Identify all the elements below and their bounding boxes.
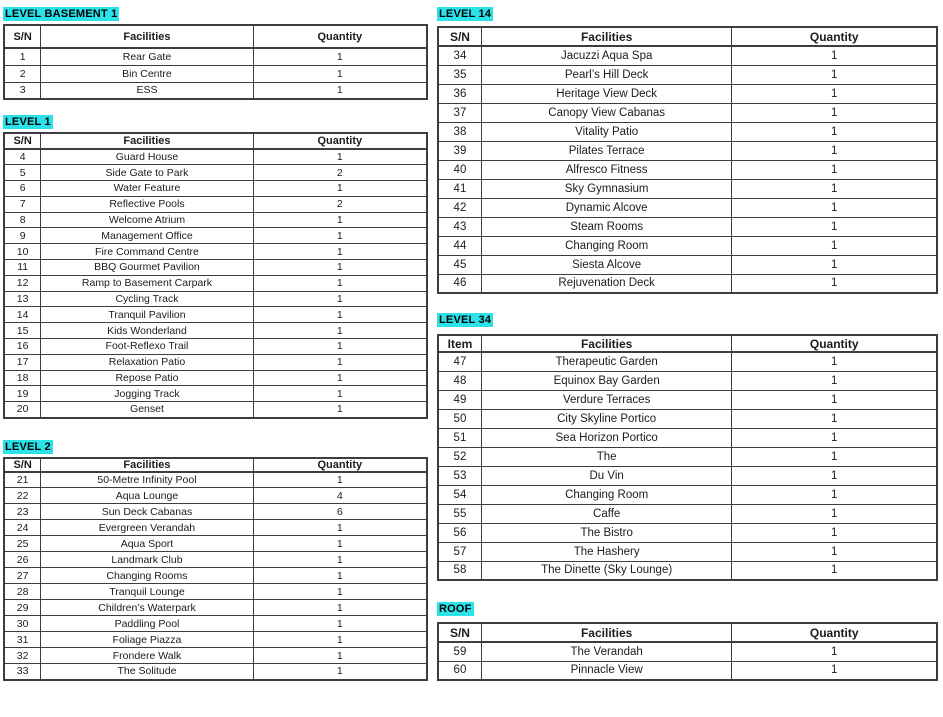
level-label: ROOF (439, 603, 472, 615)
table-row (438, 485, 937, 504)
sn-cell: 34 (438, 46, 481, 65)
sn-cell: 1 (4, 48, 41, 65)
table-row (4, 82, 427, 99)
facility-cell: Steam Rooms (481, 217, 732, 236)
quantity-cell: 1 (253, 307, 427, 323)
quantity-cell: 1 (732, 198, 937, 217)
sn-cell: 6 (4, 181, 41, 197)
table-row (4, 339, 427, 355)
table-row (4, 536, 427, 552)
sn-cell: 41 (438, 179, 481, 198)
facilities-table (437, 26, 938, 294)
column-header-facilities: Facilities (41, 133, 253, 149)
facility-cell: Reflective Pools (41, 196, 253, 212)
quantity-cell: 1 (253, 354, 427, 370)
header-row (4, 458, 427, 472)
sn-cell: 54 (438, 485, 481, 504)
quantity-cell: 1 (732, 122, 937, 141)
table-row (4, 504, 427, 520)
sn-cell: 53 (438, 466, 481, 485)
quantity-cell: 1 (732, 103, 937, 122)
table-row (4, 568, 427, 584)
sn-cell: 59 (438, 642, 481, 661)
header-row (438, 335, 937, 352)
table-row (4, 323, 427, 339)
header-row (438, 27, 937, 46)
quantity-cell: 1 (253, 291, 427, 307)
column-header-facilities: Facilities (41, 25, 253, 48)
table-row (438, 542, 937, 561)
section-level-2 (3, 419, 428, 681)
table-row (438, 255, 937, 274)
facility-cell: Equinox Bay Garden (481, 371, 732, 390)
sn-cell: 39 (438, 141, 481, 160)
quantity-cell: 1 (732, 217, 937, 236)
quantity-cell: 1 (732, 274, 937, 293)
table-row (4, 600, 427, 616)
sn-cell: 15 (4, 323, 41, 339)
table-row (4, 354, 427, 370)
facility-cell: Changing Room (481, 485, 732, 504)
facility-cell: BBQ Gourmet Pavilion (41, 260, 253, 276)
table-row (4, 228, 427, 244)
quantity-cell: 1 (253, 552, 427, 568)
facility-cell: Sea Horizon Portico (481, 428, 732, 447)
facility-cell: Ramp to Basement Carpark (41, 275, 253, 291)
column-header-quantity: Quantity (253, 458, 427, 472)
sn-cell: 8 (4, 212, 41, 228)
facility-cell: Heritage View Deck (481, 84, 732, 103)
level-label: LEVEL 1 (5, 116, 51, 128)
quantity-cell: 1 (253, 386, 427, 402)
quantity-cell: 1 (732, 542, 937, 561)
column-header-s-n: S/N (4, 458, 41, 472)
sn-cell: 3 (4, 82, 41, 99)
facility-cell: Jogging Track (41, 386, 253, 402)
table-row (438, 141, 937, 160)
table-row (438, 352, 937, 371)
table-row (4, 370, 427, 386)
facility-cell: Rear Gate (41, 48, 253, 65)
column-header-facilities: Facilities (481, 623, 732, 642)
table-row (4, 181, 427, 197)
quantity-cell: 1 (253, 472, 427, 488)
table-row (438, 561, 937, 580)
quantity-cell: 1 (253, 600, 427, 616)
facilities-table (437, 334, 938, 581)
quantity-cell: 1 (732, 485, 937, 504)
table-row (4, 291, 427, 307)
sn-cell: 13 (4, 291, 41, 307)
facility-cell: Pilates Terrace (481, 141, 732, 160)
sn-cell: 29 (4, 600, 41, 616)
table-row (438, 447, 937, 466)
quantity-cell: 2 (253, 165, 427, 181)
table-row (438, 84, 937, 103)
facility-cell: Changing Room (481, 236, 732, 255)
column-header-s-n: S/N (4, 25, 41, 48)
column-header-s-n: S/N (438, 623, 481, 642)
sn-cell: 50 (438, 409, 481, 428)
facility-cell: Verdure Terraces (481, 390, 732, 409)
facility-cell: Tranquil Lounge (41, 584, 253, 600)
sn-cell: 47 (438, 352, 481, 371)
table-row (4, 260, 427, 276)
facility-cell: Kids Wonderland (41, 323, 253, 339)
facility-cell: Tranquil Pavilion (41, 307, 253, 323)
sn-cell: 57 (438, 542, 481, 561)
quantity-cell: 1 (253, 323, 427, 339)
quantity-cell: 1 (253, 584, 427, 600)
facility-cell: Therapeutic Garden (481, 352, 732, 371)
section-level-14 (437, 0, 938, 294)
quantity-cell: 1 (732, 371, 937, 390)
table-row (4, 520, 427, 536)
table-row (4, 244, 427, 260)
sn-cell: 22 (4, 488, 41, 504)
quantity-cell: 1 (253, 664, 427, 680)
quantity-cell: 1 (732, 255, 937, 274)
header-row (4, 25, 427, 48)
quantity-cell: 1 (253, 244, 427, 260)
table-row (438, 46, 937, 65)
table-row (438, 65, 937, 84)
facility-cell: Aqua Lounge (41, 488, 253, 504)
sn-cell: 30 (4, 616, 41, 632)
facilities-table (437, 622, 938, 681)
sn-cell: 18 (4, 370, 41, 386)
sn-cell: 33 (4, 664, 41, 680)
facility-cell: The Bistro (481, 523, 732, 542)
quantity-cell: 1 (732, 447, 937, 466)
facility-cell: Relaxation Patio (41, 354, 253, 370)
table-row (438, 160, 937, 179)
quantity-cell: 1 (732, 65, 937, 84)
facility-cell: Genset (41, 402, 253, 418)
sn-cell: 12 (4, 275, 41, 291)
sn-cell: 38 (438, 122, 481, 141)
column-header-quantity: Quantity (253, 133, 427, 149)
table-row (4, 552, 427, 568)
section-level-1 (3, 100, 428, 419)
facility-cell: The Dinette (Sky Lounge) (481, 561, 732, 580)
quantity-cell: 1 (253, 149, 427, 165)
table-row (4, 648, 427, 664)
table-row (438, 274, 937, 293)
sn-cell: 19 (4, 386, 41, 402)
table-row (4, 307, 427, 323)
facilities-table (3, 132, 428, 419)
quantity-cell: 1 (253, 228, 427, 244)
facility-cell: Changing Rooms (41, 568, 253, 584)
level-label: LEVEL BASEMENT 1 (5, 8, 118, 20)
sn-cell: 37 (438, 103, 481, 122)
quantity-cell: 1 (732, 504, 937, 523)
sn-cell: 26 (4, 552, 41, 568)
facility-cell: Siesta Alcove (481, 255, 732, 274)
facility-cell: The Solitude (41, 664, 253, 680)
facility-cell: ESS (41, 82, 253, 99)
table-row (438, 103, 937, 122)
sn-cell: 52 (438, 447, 481, 466)
sn-cell: 32 (4, 648, 41, 664)
quantity-cell: 1 (732, 466, 937, 485)
sn-cell: 60 (438, 661, 481, 680)
facility-cell: Children’s Waterpark (41, 600, 253, 616)
quantity-cell: 1 (732, 561, 937, 580)
table-row (4, 65, 427, 82)
quantity-cell: 1 (253, 48, 427, 65)
sn-cell: 55 (438, 504, 481, 523)
facility-cell: Water Feature (41, 181, 253, 197)
sn-cell: 28 (4, 584, 41, 600)
table-row (438, 642, 937, 661)
column-header-s-n: S/N (4, 133, 41, 149)
table-row (438, 409, 937, 428)
sn-cell: 20 (4, 402, 41, 418)
quantity-cell: 1 (253, 181, 427, 197)
facility-cell: Cycling Track (41, 291, 253, 307)
section-level-basement-1 (3, 0, 428, 100)
sn-cell: 16 (4, 339, 41, 355)
header-row (4, 133, 427, 149)
facility-cell: Welcome Atrium (41, 212, 253, 228)
facility-cell: Canopy View Cabanas (481, 103, 732, 122)
quantity-cell: 1 (732, 661, 937, 680)
facility-cell: Sky Gymnasium (481, 179, 732, 198)
header-row (438, 623, 937, 642)
table-row (438, 523, 937, 542)
quantity-cell: 1 (732, 179, 937, 198)
sn-cell: 35 (438, 65, 481, 84)
facilities-table (3, 457, 428, 681)
facility-cell: Fire Command Centre (41, 244, 253, 260)
quantity-cell: 1 (253, 648, 427, 664)
sn-cell: 7 (4, 196, 41, 212)
table-row (4, 48, 427, 65)
section-level-34 (437, 294, 938, 581)
table-row (4, 149, 427, 165)
level-label: LEVEL 14 (439, 8, 492, 20)
sn-cell: 46 (438, 274, 481, 293)
column-header-s-n: S/N (438, 27, 481, 46)
table-row (438, 217, 937, 236)
facility-cell: Caffe (481, 504, 732, 523)
table-row (4, 196, 427, 212)
sn-cell: 48 (438, 371, 481, 390)
table-row (4, 472, 427, 488)
table-row (4, 488, 427, 504)
sn-cell: 44 (438, 236, 481, 255)
sn-cell: 11 (4, 260, 41, 276)
column-header-quantity: Quantity (253, 25, 427, 48)
table-row (4, 212, 427, 228)
table-row (438, 198, 937, 217)
column-header-facilities: Facilities (481, 27, 732, 46)
sn-cell: 49 (438, 390, 481, 409)
facility-cell: Management Office (41, 228, 253, 244)
sn-cell: 25 (4, 536, 41, 552)
sn-cell: 21 (4, 472, 41, 488)
quantity-cell: 1 (253, 520, 427, 536)
quantity-cell: 1 (253, 402, 427, 418)
facility-cell: City Skyline Portico (481, 409, 732, 428)
facility-cell: Rejuvenation Deck (481, 274, 732, 293)
table-row (4, 584, 427, 600)
quantity-cell: 1 (732, 523, 937, 542)
quantity-cell: 1 (253, 370, 427, 386)
quantity-cell: 1 (253, 260, 427, 276)
column-header-facilities: Facilities (481, 335, 732, 352)
table-row (4, 402, 427, 418)
facility-cell: Frondere Walk (41, 648, 253, 664)
facility-cell: Pearl’s Hill Deck (481, 65, 732, 84)
quantity-cell: 1 (732, 352, 937, 371)
facility-cell: Side Gate to Park (41, 165, 253, 181)
facility-cell: Pinnacle View (481, 661, 732, 680)
sn-cell: 23 (4, 504, 41, 520)
facility-cell: Foliage Piazza (41, 632, 253, 648)
table-row (4, 165, 427, 181)
table-row (438, 122, 937, 141)
sn-cell: 51 (438, 428, 481, 447)
table-row (4, 616, 427, 632)
quantity-cell: 1 (732, 390, 937, 409)
facility-cell: Evergreen Verandah (41, 520, 253, 536)
facility-cell: The (481, 447, 732, 466)
table-row (4, 632, 427, 648)
facility-cell: 50-Metre Infinity Pool (41, 472, 253, 488)
quantity-cell: 1 (253, 632, 427, 648)
table-row (438, 661, 937, 680)
quantity-cell: 1 (253, 82, 427, 99)
sn-cell: 17 (4, 354, 41, 370)
table-row (438, 179, 937, 198)
facility-cell: Landmark Club (41, 552, 253, 568)
column-header-quantity: Quantity (732, 335, 937, 352)
quantity-cell: 1 (253, 65, 427, 82)
column-header-item: Item (438, 335, 481, 352)
sn-cell: 5 (4, 165, 41, 181)
facility-cell: The Hashery (481, 542, 732, 561)
quantity-cell: 1 (253, 275, 427, 291)
quantity-cell: 2 (253, 196, 427, 212)
section-roof (437, 581, 938, 681)
quantity-cell: 1 (732, 160, 937, 179)
facility-cell: Guard House (41, 149, 253, 165)
quantity-cell: 1 (253, 536, 427, 552)
table-row (438, 466, 937, 485)
facility-cell: Jacuzzi Aqua Spa (481, 46, 732, 65)
sn-cell: 43 (438, 217, 481, 236)
sn-cell: 24 (4, 520, 41, 536)
left-column (3, 0, 428, 681)
facility-cell: Bin Centre (41, 65, 253, 82)
quantity-cell: 1 (253, 568, 427, 584)
facilities-table (3, 24, 428, 100)
quantity-cell: 1 (732, 141, 937, 160)
facility-cell: Dynamic Alcove (481, 198, 732, 217)
quantity-cell: 1 (732, 428, 937, 447)
sn-cell: 27 (4, 568, 41, 584)
quantity-cell: 1 (732, 236, 937, 255)
quantity-cell: 1 (732, 84, 937, 103)
facility-cell: Vitality Patio (481, 122, 732, 141)
column-header-quantity: Quantity (732, 623, 937, 642)
sn-cell: 9 (4, 228, 41, 244)
sn-cell: 10 (4, 244, 41, 260)
sn-cell: 40 (438, 160, 481, 179)
quantity-cell: 1 (253, 212, 427, 228)
sn-cell: 45 (438, 255, 481, 274)
sn-cell: 2 (4, 65, 41, 82)
table-row (4, 275, 427, 291)
column-header-facilities: Facilities (41, 458, 253, 472)
level-label: LEVEL 34 (439, 314, 492, 326)
table-row (438, 504, 937, 523)
facility-cell: Aqua Sport (41, 536, 253, 552)
quantity-cell: 1 (732, 642, 937, 661)
column-header-quantity: Quantity (732, 27, 937, 46)
sn-cell: 36 (438, 84, 481, 103)
sn-cell: 14 (4, 307, 41, 323)
table-row (438, 428, 937, 447)
facility-cell: The Verandah (481, 642, 732, 661)
sn-cell: 56 (438, 523, 481, 542)
table-row (4, 386, 427, 402)
sn-cell: 31 (4, 632, 41, 648)
sn-cell: 58 (438, 561, 481, 580)
quantity-cell: 1 (732, 46, 937, 65)
sn-cell: 4 (4, 149, 41, 165)
facility-cell: Paddling Pool (41, 616, 253, 632)
quantity-cell: 1 (732, 409, 937, 428)
table-row (4, 664, 427, 680)
facility-cell: Du Vin (481, 466, 732, 485)
facility-cell: Repose Patio (41, 370, 253, 386)
quantity-cell: 1 (253, 339, 427, 355)
quantity-cell: 6 (253, 504, 427, 520)
facility-cell: Sun Deck Cabanas (41, 504, 253, 520)
table-row (438, 390, 937, 409)
table-row (438, 236, 937, 255)
quantity-cell: 1 (253, 616, 427, 632)
table-row (438, 371, 937, 390)
facility-cell: Alfresco Fitness (481, 160, 732, 179)
sn-cell: 42 (438, 198, 481, 217)
right-column (437, 0, 938, 681)
level-label: LEVEL 2 (5, 440, 51, 453)
quantity-cell: 4 (253, 488, 427, 504)
facility-cell: Foot-Reflexo Trail (41, 339, 253, 355)
